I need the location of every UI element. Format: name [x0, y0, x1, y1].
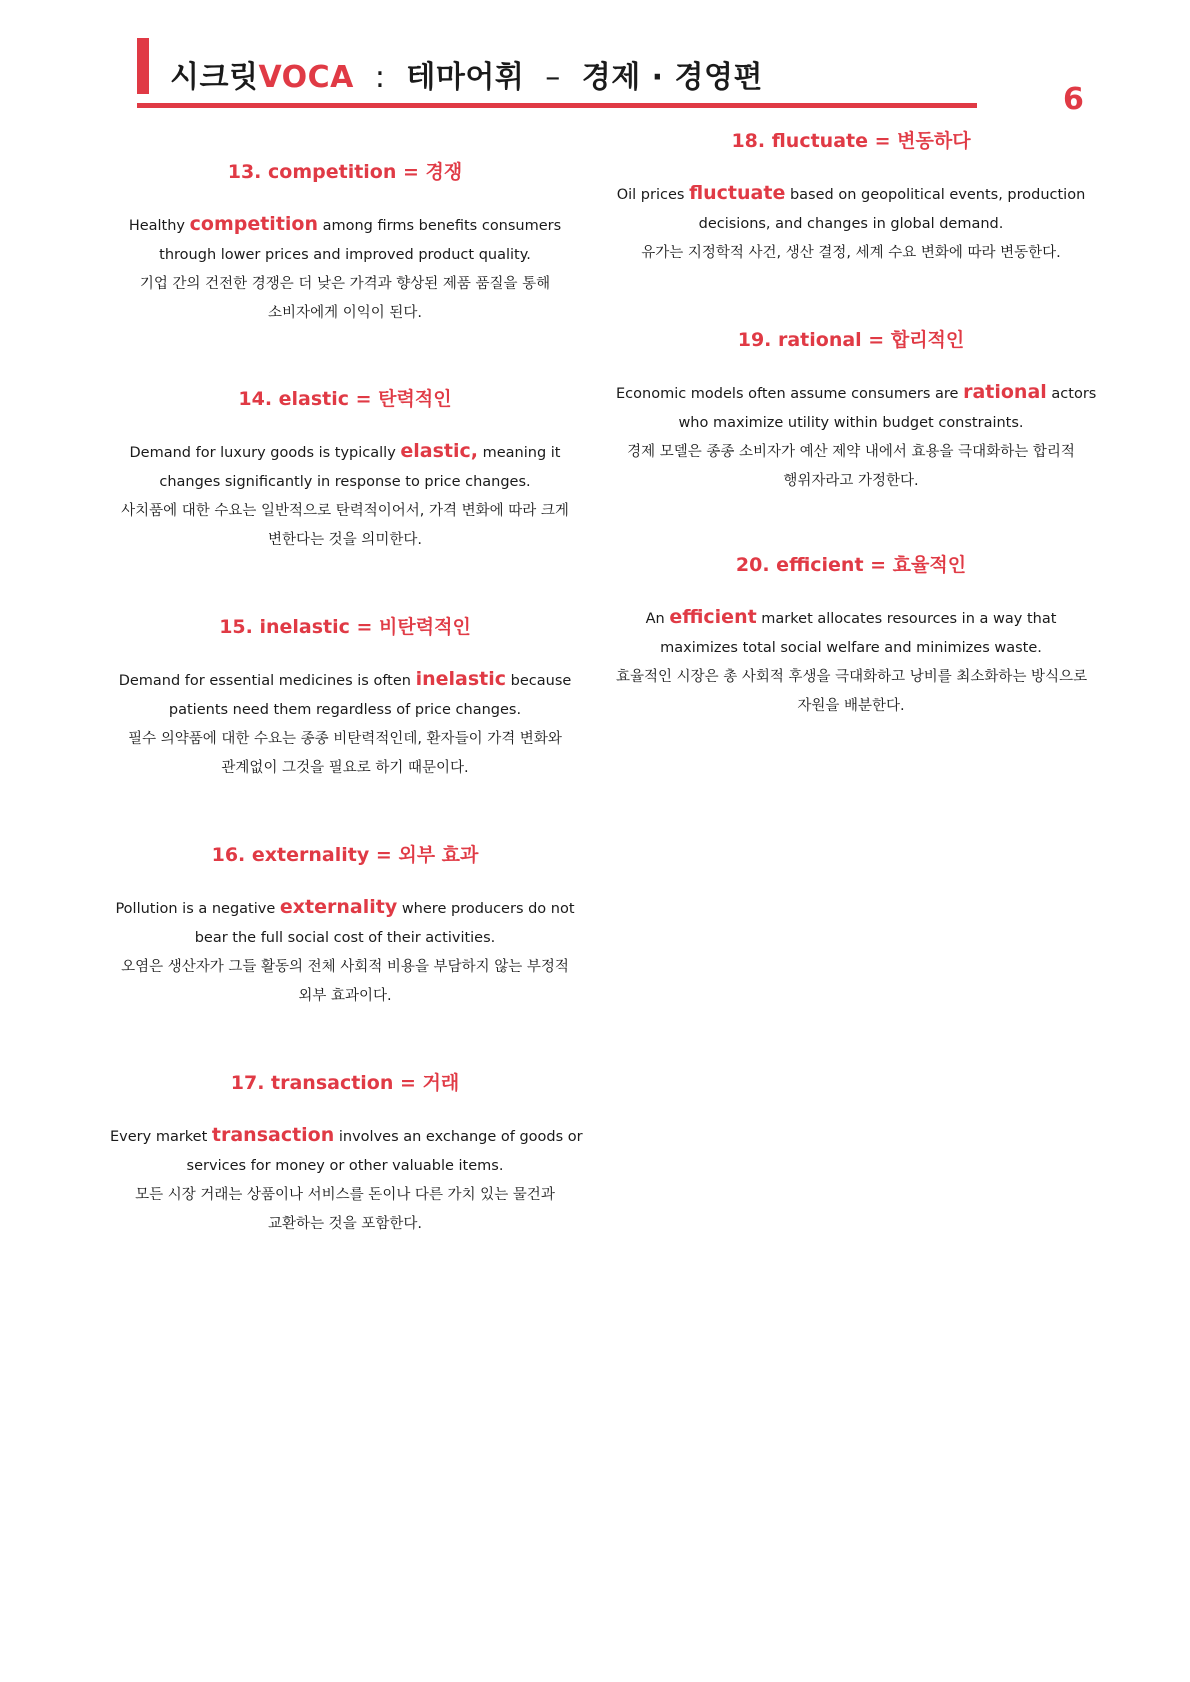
- example-korean-line2: 교환하는 것을 포함한다.: [268, 1216, 422, 1232]
- entry-heading: 18. fluctuate = 변동하다: [731, 130, 971, 152]
- keyword: inelastic: [415, 668, 507, 690]
- example-text: Every market: [110, 1129, 208, 1145]
- example-text: involves an exchange of goods or: [338, 1129, 583, 1145]
- example-english-line2: bear the full social cost of their activities.: [194, 930, 496, 946]
- title-colon: :: [374, 60, 386, 95]
- example-english-line1: [616, 603, 1086, 634]
- vocab-entry-fluctuate: [616, 127, 1086, 268]
- entry-body: [616, 378, 1097, 496]
- entry-body: [616, 603, 1086, 721]
- entry-heading: 14. elastic = 탄력적인: [238, 388, 452, 410]
- title-prefix: 시크릿: [170, 60, 259, 95]
- example-text: among firms benefits consumers: [322, 218, 562, 234]
- example-text: meaning it: [482, 445, 561, 461]
- header-divider: [137, 103, 977, 108]
- example-text: Demand for essential medicines is often: [118, 673, 411, 689]
- example-korean-line1: 필수 의약품에 대한 수요는 종종 비탄력적인데, 환자들이 가격 변화와: [128, 731, 562, 747]
- entry-body: [110, 665, 580, 783]
- vocab-entry-elastic: [110, 385, 580, 555]
- example-text: Oil prices: [616, 187, 685, 203]
- example-text: actors: [1051, 386, 1097, 402]
- title-main: 테마어휘: [406, 60, 525, 95]
- brand-name: VOCA: [258, 60, 354, 95]
- vocab-entry-efficient: [616, 551, 1086, 721]
- vocab-entry-transaction: [110, 1069, 583, 1239]
- entry-body: [110, 1121, 583, 1239]
- entry-heading: 20. efficient = 효율적인: [735, 554, 967, 576]
- example-korean-line2: 관계없이 그것을 필요로 하기 때문이다.: [221, 760, 469, 776]
- example-korean-line1: 모든 시장 거래는 상품이나 서비스를 돈이나 다른 가치 있는 물건과: [135, 1187, 555, 1203]
- keyword: transaction: [211, 1124, 335, 1146]
- example-text: because: [510, 673, 572, 689]
- keyword: efficient: [669, 606, 757, 628]
- entry-heading: 15. inelastic = 비탄력적인: [219, 616, 471, 638]
- vocab-entry-rational: [616, 326, 1097, 496]
- entry-body: [616, 179, 1086, 268]
- entry-body: [110, 893, 580, 1011]
- page-title: [170, 52, 763, 96]
- vocab-entry-inelastic: [110, 613, 580, 783]
- example-korean-line2: 행위자라고 가정한다.: [783, 473, 919, 489]
- entry-body: [110, 437, 580, 555]
- example-english-line2: maximizes total social welfare and minimizes waste.: [660, 640, 1042, 656]
- example-english-line1: [110, 210, 580, 241]
- example-english-line1: [110, 437, 580, 468]
- example-korean-line2: 자원을 배분한다.: [797, 698, 905, 714]
- example-english-line1: [110, 1121, 583, 1152]
- example-korean-line2: 외부 효과이다.: [298, 988, 392, 1004]
- example-english-line2: changes significantly in response to price changes.: [159, 474, 531, 490]
- keyword: externality: [279, 896, 398, 918]
- example-korean-line1: 경제 모델은 종종 소비자가 예산 제약 내에서 효용을 극대화하는 합리적: [627, 444, 1075, 460]
- example-korean-line1: 유가는 지정학적 사건, 생산 결정, 세계 수요 변화에 따라 변동한다.: [641, 245, 1061, 261]
- example-english-line1: [110, 665, 580, 696]
- keyword: competition: [189, 213, 318, 235]
- keyword: rational: [963, 381, 1047, 403]
- vocab-entry-competition: [110, 158, 580, 328]
- example-english-line2: services for money or other valuable items.: [186, 1158, 504, 1174]
- example-text: Demand for luxury goods is typically: [129, 445, 396, 461]
- page-number: 6: [1063, 82, 1084, 117]
- entry-heading: 19. rational = 합리적인: [737, 329, 965, 351]
- title-section: 경제 · 경영편: [581, 60, 763, 95]
- example-english-line1: [616, 179, 1086, 210]
- example-english-line1: [616, 378, 1097, 409]
- example-korean-line2: 변한다는 것을 의미한다.: [268, 532, 422, 548]
- example-english-line2: patients need them regardless of price changes.: [168, 702, 522, 718]
- example-english-line2: decisions, and changes in global demand.: [698, 216, 1004, 232]
- example-text: based on geopolitical events, production: [789, 187, 1086, 203]
- entry-heading: 17. transaction = 거래: [230, 1072, 460, 1094]
- example-text: where producers do not: [401, 901, 575, 917]
- example-english-line2: who maximize utility within budget constraints.: [678, 415, 1024, 431]
- example-english-line2: through lower prices and improved product quality.: [159, 247, 531, 263]
- example-korean-line1: 효율적인 시장은 총 사회적 후생을 극대화하고 낭비를 최소화하는 방식으로: [616, 669, 1088, 685]
- entry-heading: 16. externality = 외부 효과: [211, 844, 479, 866]
- entry-heading: 13. competition = 경쟁: [227, 161, 463, 183]
- keyword: elastic,: [400, 440, 479, 462]
- example-text: Pollution is a negative: [115, 901, 276, 917]
- vocab-entry-externality: [110, 841, 580, 1011]
- header-accent-bar: [137, 38, 149, 94]
- example-korean-line2: 소비자에게 이익이 된다.: [268, 305, 422, 321]
- example-english-line1: [110, 893, 580, 924]
- example-korean-line1: 오염은 생산자가 그들 활동의 전체 사회적 비용을 부담하지 않는 부정적: [121, 959, 569, 975]
- example-text: Economic models often assume consumers are: [616, 386, 959, 402]
- title-dash: –: [545, 60, 561, 95]
- example-korean-line1: 기업 간의 건전한 경쟁은 더 낮은 가격과 향상된 제품 품질을 통해: [139, 276, 551, 292]
- example-text: An: [645, 611, 665, 627]
- example-text: Healthy: [128, 218, 186, 234]
- example-text: market allocates resources in a way that: [761, 611, 1057, 627]
- example-korean-line1: 사치품에 대한 수요는 일반적으로 탄력적이어서, 가격 변화에 따라 크게: [121, 503, 569, 519]
- entry-body: [110, 210, 580, 328]
- keyword: fluctuate: [689, 182, 786, 204]
